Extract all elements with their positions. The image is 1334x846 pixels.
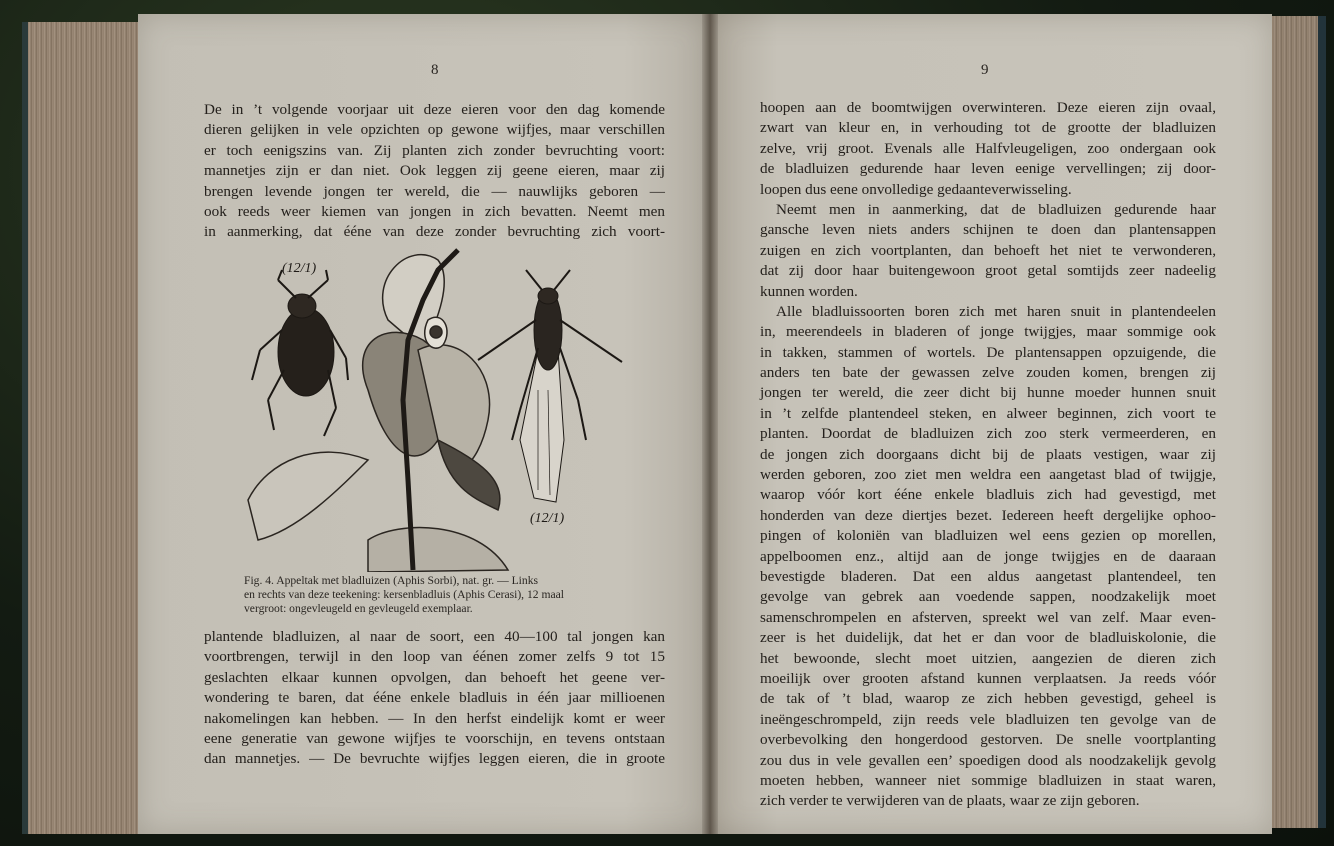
text-line: voortbrengen, terwijl in den loop van éénen zomer zelfs 9 tot 15 [204, 648, 665, 666]
text-line: zelve, vrij groot. Evenals alle Halfvleugeligen, zoo ondergaan ook [760, 139, 1216, 157]
caption-line: vergroot: ongevleugeld en gevleugeld exemplaar. [244, 602, 473, 615]
text-line: dan mannetjes. — De bevruchte wijfjes leggen eieren, die in groote [204, 750, 665, 768]
book-page-edges-right [1268, 16, 1326, 828]
text-line: ineëngeschrompeld, zijn reeds vele bladluizen ten gevolge van de [760, 710, 1216, 728]
text-line: gansche leven niets anders schijnen te doen dan plantensappen [760, 221, 1216, 239]
left-page-bottom-paragraph [204, 627, 665, 770]
text-line: honderden van deze diertjes bezet. Iedereen heeft dergelijke ophoo- [760, 506, 1216, 524]
text-line: eene generatie van gewone wijfjes te voorschijn, en tevens ontstaan [204, 729, 665, 747]
book-gutter [702, 14, 718, 834]
text-line: zich verder te verwijderen van de plaats, waar ze zijn geboren. [760, 792, 1140, 810]
text-line: ook reeds weer kiemen van jongen in zich bevatten. Neemt men [204, 202, 665, 220]
text-line: De in ’t volgende voorjaar uit deze eieren voor den dag komende [204, 101, 665, 118]
aphid-illustration [238, 240, 638, 572]
text-line: samenschrompelen en afsterven, spreekt wel van zelf. Maar even- [760, 608, 1216, 626]
text-line: de bladluizen gedurende haar leven eenige vervellingen; zij door- [760, 160, 1216, 178]
text-line: zwart van kleur en, in verhouding tot de grootte der bladluizen [760, 119, 1216, 137]
figure-label-right: (12/1) [530, 511, 565, 526]
text-line: brengen levende jongen ter wereld, die — nauwlijks geboren — [204, 182, 665, 200]
text-line: overbevolking den hongerdood gestorven. De snelle voortplanting [760, 731, 1216, 749]
text-line: dat zij door haar buitengewoon groot getal somtijds zeer nadeelig [760, 262, 1216, 280]
figure-label-left: (12/1) [282, 261, 317, 276]
text-line: appelboomen enz., altijd aan de jonge twijgjes en de daaraan [760, 547, 1216, 565]
right-page-text [760, 98, 1216, 812]
text-line: loopen dus eene onvolledige gedaanteverwisseling. [760, 180, 1072, 198]
text-line: kunnen worden. [760, 282, 858, 300]
text-line: bevestigde bladeren. Dat een aldus aangetast plantendeel, ten [760, 567, 1216, 585]
text-line: zeer is het duidelijk, dat het er dan voor de bladluiskolonie, die [760, 629, 1216, 647]
text-line: Alle bladluissoorten boren zich met haren snuit in plantendeelen [776, 302, 1216, 320]
text-line: in aanmerking, dat ééne van deze zonder bevruchting zich voort- [204, 223, 665, 241]
text-line: zuigen en zich voortplanten, dan behoeft het niet te verwonderen, [760, 241, 1216, 259]
text-line: planten. Doordat de bladluizen zich zoo sterk vermeerderen, en [760, 425, 1216, 443]
text-line: hoopen aan de boomtwijgen overwinteren. Deze eieren zijn ovaal, [760, 99, 1216, 116]
text-line: plantende bladluizen, al naar de soort, een 40—100 tal jongen kan [204, 628, 665, 645]
figure-caption [244, 574, 644, 616]
text-line: anders ten bate der gewassen zelve zouden komen, brengen zij [760, 364, 1216, 382]
apple-twig-icon [248, 250, 508, 572]
text-line: geslachten elkaar kunnen opvolgen, dan behoeft het geene ver- [204, 668, 665, 686]
text-line: in, meerendeels in bladeren of jonge twijgjes, maar sommige ook [760, 323, 1216, 341]
text-line: wondering te baren, dat ééne enkele bladluis in één jaar millioenen [204, 689, 665, 707]
text-line: jongen ter wereld, die zeer dicht bij hunne moeder hunnen snuit [760, 384, 1216, 402]
text-line: er toch eenigszins van. Zij planten zich zonder bevruchting voort: [204, 141, 665, 159]
left-page-number: 8 [431, 62, 439, 78]
left-page-top-paragraph [204, 100, 665, 243]
text-line: waarop vóór kort ééne enkele bladluis zich had gevestigd, met [760, 486, 1216, 504]
caption-line: Fig. 4. Appeltak met bladluizen (Aphis Sorbi), nat. gr. — Links [244, 574, 538, 587]
text-line: in takken, stammen of wortels. De plantensappen opzuigende, die [760, 343, 1216, 361]
text-line: werden geboren, zoo ziet men weldra een aangetast blad of twijgje, [760, 466, 1216, 484]
text-line: gevolge van gebrek aan voedende sappen, noodzakelijk moet [760, 588, 1216, 606]
text-line: pingen of koloniën van bladluizen wel eens gezien op morellen, [760, 527, 1216, 545]
text-line: mannetjes zijn er dan niet. Ook leggen zij geene eieren, maar zij [204, 162, 665, 180]
text-line: Neemt men in aanmerking, dat de bladluizen gedurende haar [776, 200, 1216, 218]
right-page-number: 9 [981, 62, 989, 78]
text-line: nakomelingen kan hebben. — In den herfst eindelijk komt er weer [204, 709, 665, 727]
text-line: zou dus in vele gevallen een’ spoedigen dood als noodzakelijk gevolg [760, 751, 1216, 769]
caption-line: en rechts van deze teekening: kersenbladluis (Aphis Cerasi), 12 maal [244, 588, 565, 601]
text-line: dieren gelijken in vele opzichten op gewone wijfjes, maar verschillen [204, 121, 665, 139]
figure-4-illustration [238, 240, 638, 572]
text-line: het bewoonde, slecht moet uitzien, aangezien de dieren zich [760, 649, 1216, 667]
text-line: de jongen zich doorgaans dicht bij de plaats vestigen, waar zij [760, 445, 1216, 463]
text-line: moeten hebben, wanneer niet sommige bladluizen in staat waren, [760, 771, 1216, 789]
text-line: in ’t zelfde plantendeel steken, en alweer beginnen, zich voort te [760, 404, 1216, 422]
text-line: moeilijk over grooten afstand kunnen verplaatsen. Ja reeds vóór [760, 669, 1216, 687]
winged-aphid-icon [478, 270, 622, 502]
wingless-aphid-icon [252, 270, 348, 436]
text-line: de tak of ’t blad, waarop ze zich hebben gevestigd, geheel is [760, 690, 1216, 708]
